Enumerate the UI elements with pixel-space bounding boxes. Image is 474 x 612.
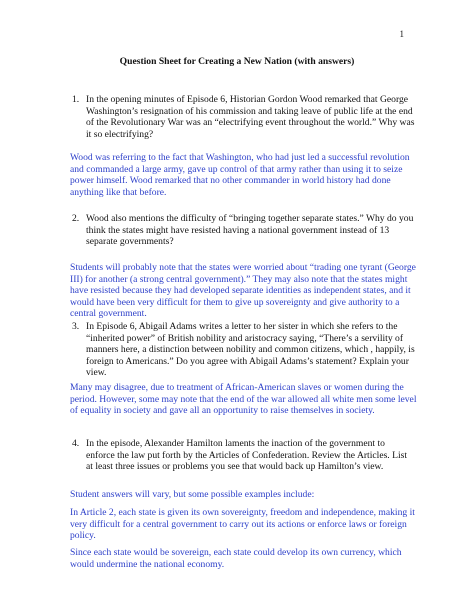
answer-4-example-2 [70,547,422,570]
answer-3 [70,382,422,417]
question-text: In Episode 6, Abigail Adams writes a letter to her sister in which she refers to the “inherited power” of British nobility and aristocracy saying, “There’s a servility of manners here, a distinction between nobility and common citizens, which , happily, is foreign to Americans.” Do you agree with Abigail Adams’s statement? Explain your view. [86,321,415,379]
answer-text: Many may disagree, due to treatment of African-American slaves or women during the period. However, some may note that the end of the war allowed all white men some level of equality in society and gave all an opportunity to raise themselves in society. [70,382,417,417]
question-text: Wood also mentions the difficulty of “bringing together separate states.” Why do you think the states might have resisted having a national government instead of 13 separate governments? [86,213,414,248]
answer-4-example-1 [70,507,422,542]
question-number: 4. [72,438,80,449]
question-text: In the episode, Alexander Hamilton laments the inaction of the government to enforce the law put forth by the Articles of Confederation. Review the Articles. List at least three issues or problems you see that would back up Hamilton’s view. [86,438,408,473]
answer-1 [70,152,422,198]
answer-text: Since each state would be sovereign, each state could develop its own currency, which would undermine the national economy. [70,547,402,570]
question-3 [72,321,416,379]
question-number: 1. [72,94,80,105]
answer-text: Students will probably note that the states were worried about “trading one tyrant (George III) for another (a strong central government).” They may also note that the states might have resisted because they had developed separate identities as independent states, and it would have been very difficult for them to give up sovereignty and give authority to a central government. [70,262,416,320]
document-title: Question Sheet for Creating a New Nation (with answers) [119,56,355,67]
question-text: In the opening minutes of Episode 6, Historian Gordon Wood remarked that George Washington’s resignation of his commission and taking leave of public life at the end of the Revolutionary War was an “electrifying event throughout the world.” Why was it so electrifying? [86,94,415,140]
answer-text: Student answers will vary, but some possible examples include: [70,489,315,500]
question-4 [72,438,416,473]
answer-2 [70,262,422,320]
page-number: 1 [399,29,404,39]
question-number: 2. [72,213,80,224]
question-1 [72,94,416,140]
answer-4-intro [70,489,422,501]
question-2 [72,213,416,248]
answer-text: In Article 2, each state is given its own sovereignty, freedom and independence, making it very difficult for a central government to carry out its actions or enforce laws or foreign policy. [70,507,415,542]
answer-text: Wood was referring to the fact that Washington, who had just led a successful revolution and commanded a large army, gave up control of that army rather than using it to seize power himself. Wood remarked that no other commander in world history had done anything like that before. [70,152,410,198]
question-number: 3. [72,321,80,332]
